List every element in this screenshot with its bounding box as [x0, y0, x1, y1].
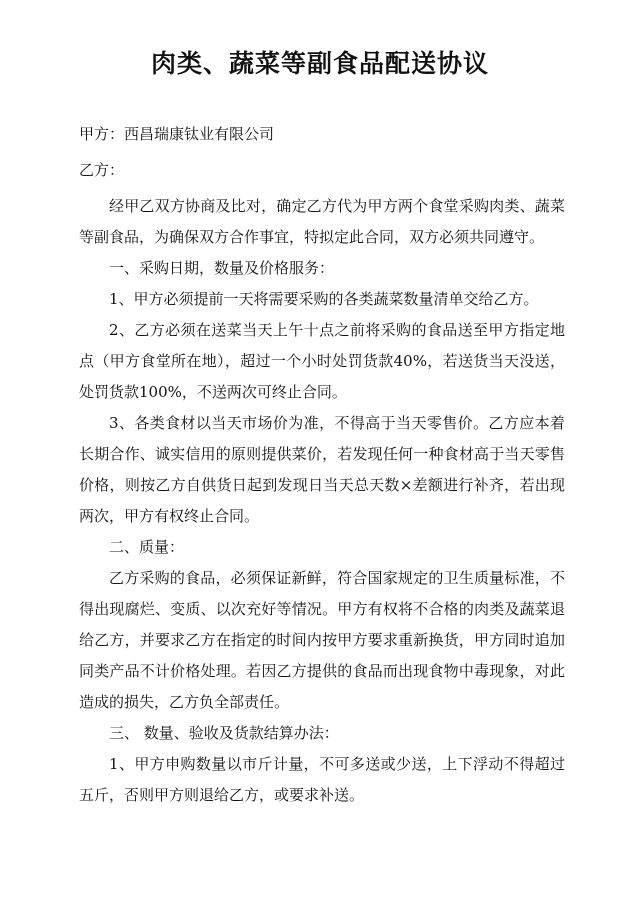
intro-paragraph: 经甲乙双方协商及比对，确定乙方代为甲方两个食堂采购肉类、蔬菜等副食品，为确保双方合作事宜，特拟定此合同，双方必须共同遵守。 [79, 197, 565, 246]
section-3-heading: 三、 数量、验收及货款结算办法： [109, 724, 339, 742]
section-2-paragraph: 乙方采购的食品，必须保证新鲜，符合国家规定的卫生质量标准，不得出现腐烂、变质、以次充好等情况。甲方有权将不合格的肉类及蔬菜退给乙方，并要求乙方在指定的时间内按甲方要求重新换货，甲方同时追加同类产品不计价格处理。若因乙方提供的食品而出现食物中毒现象，对此造成的损失，乙方负全部责任。 [79, 569, 565, 711]
section-1-item-2: 2、乙方必须在送菜当天上午十点之前将采购的食品送至甲方指定地点（甲方食堂所在地），超过一个小时处罚货款40%，若送货当天没送，处罚货款100%，不送两次可终止合同。 [79, 321, 565, 401]
section-1-item-1: 1、甲方必须提前一天将需要采购的各类蔬菜数量清单交给乙方。 [109, 290, 539, 308]
section-3-item-1: 1、甲方申购数量以市斤计量，不可多送或少送，上下浮动不得超过五斤，否则甲方则退给乙方，或要求补送。 [79, 755, 565, 804]
party-b-line: 乙方： [79, 161, 125, 179]
section-1-heading: 一、采购日期，数量及价格服务： [109, 259, 335, 277]
party-a-line: 甲方：西昌瑞康钛业有限公司 [79, 125, 275, 143]
section-2-heading: 二、质量： [109, 538, 185, 556]
document-body [79, 119, 565, 811]
document-title: 肉类、蔬菜等副食品配送协议 [150, 49, 489, 78]
section-1-item-3: 3、各类食材以当天市场价为准，不得高于当天零售价。乙方应本着长期合作、诚实信用的原则提供菜价，若发现任何一种食材高于当天零售价格，则按乙方自供货日起到发现日当天总天数×差额进行补齐，若出现两次，甲方有权终止合同。 [79, 414, 565, 525]
